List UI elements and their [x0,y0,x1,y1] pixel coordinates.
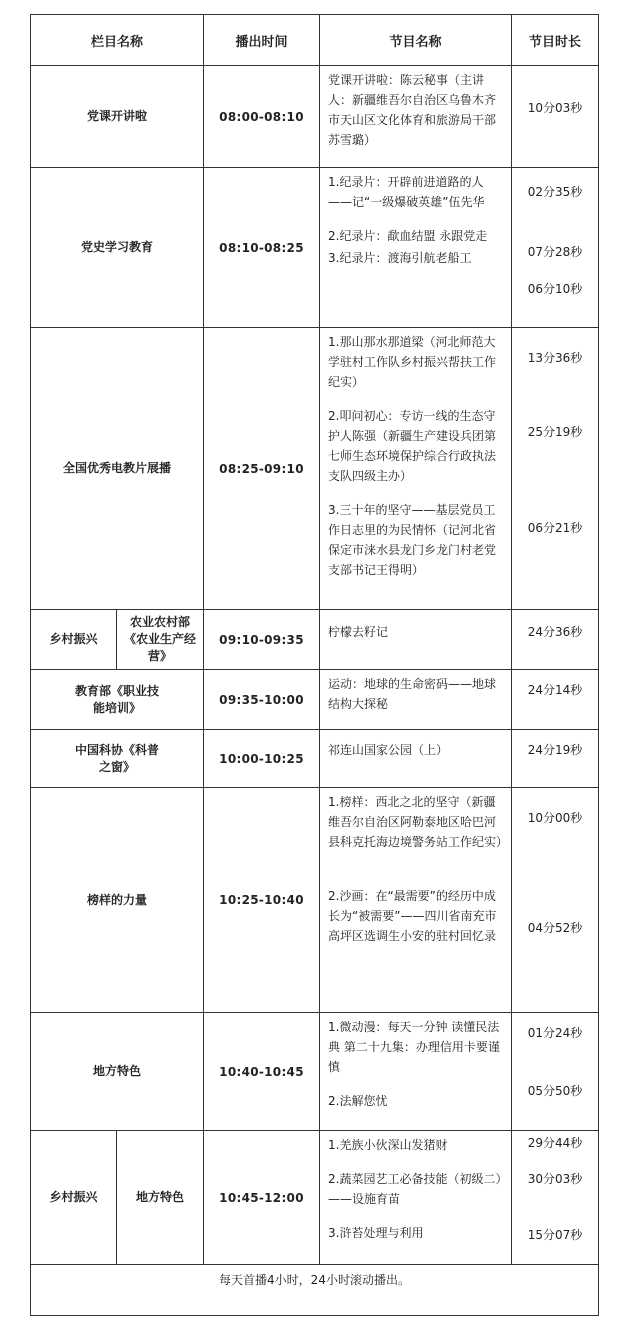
air-time: 10:25-10:40 [204,788,320,1013]
program-name: 3.三十年的坚守——基层党员工作日志里的为民情怀（记河北省保定市涞水县龙门乡龙门村老党支部书记王得明） [328,503,497,577]
duration-cell [512,610,599,670]
table-row [31,610,599,670]
air-time: 08:10-08:25 [204,168,320,328]
footer-row [31,1265,599,1316]
duration: 05分50秒 [527,1084,583,1098]
duration: 06分10秒 [527,282,583,296]
program-name: 党课开讲啦：陈云秘事（主讲人：新疆维吾尔自治区乌鲁木齐市天山区文化体育和旅游局干部苏雪璐） [328,73,497,147]
duration: 01分24秒 [527,1026,583,1040]
program-name: 1.纪录片：开辟前进道路的人——记“一级爆破英雄”伍先华 [328,175,485,209]
program-name: 1.微动漫：每天一分钟 读懂民法典 第二十九集：办理信用卡要谨慎 [328,1020,500,1074]
program-name: 3.纪录片：渡海引航老船工 [328,251,472,265]
section-name: 榜样的力量 [31,788,204,1013]
program-name: 祁连山国家公园（上） [328,743,449,757]
header-time: 播出时间 [204,15,320,66]
air-time: 08:00-08:10 [204,66,320,168]
duration-cell [512,1131,599,1265]
duration: 25分19秒 [527,425,583,439]
program-name: 1.那山那水那道梁（河北师范大学驻村工作队乡村振兴帮扶工作纪实） [328,335,497,389]
duration: 24分14秒 [527,683,583,697]
program-name: 运动：地球的生命密码——地球结构大探秘 [328,677,497,711]
program-cell [320,788,512,1013]
air-time: 09:10-09:35 [204,610,320,670]
program-cell [320,328,512,610]
table-row [31,328,599,610]
table-row [31,730,599,788]
section-name: 中国科协《科普之窗》 [31,730,204,788]
program-name: 2.叩问初心：专访一线的生态守护人陈强（新疆生产建设兵团第七师生态环境保护综合行政执法支队四级主办） [328,409,497,483]
header-section: 栏目名称 [31,15,204,66]
air-time: 10:00-10:25 [204,730,320,788]
table-row [31,670,599,730]
program-cell [320,730,512,788]
program-cell [320,168,512,328]
air-time: 09:35-10:00 [204,670,320,730]
duration: 24分36秒 [527,625,583,639]
air-time: 10:45-12:00 [204,1131,320,1265]
program-name: 1.羌族小伙深山发猪财 [328,1138,448,1152]
program-cell [320,670,512,730]
duration: 04分52秒 [527,921,583,935]
duration: 30分03秒 [527,1172,583,1186]
duration-cell [512,168,599,328]
sub-section-name: 农业农村部《农业生产经营》 [117,610,204,670]
air-time: 10:40-10:45 [204,1013,320,1131]
duration-cell [512,730,599,788]
program-name: 2.法解您忧 [328,1094,388,1108]
duration: 07分28秒 [527,245,583,259]
duration-cell [512,66,599,168]
program-name: 2.蔬菜园艺工必备技能（初级二）——设施育苗 [328,1172,502,1206]
program-name: 2.纪录片：歃血结盟 永跟党走 [328,229,488,243]
section-name: 党课开讲啦 [31,66,204,168]
table-row [31,168,599,328]
duration-cell [512,788,599,1013]
schedule-table [30,14,599,1316]
section-name: 地方特色 [31,1013,204,1131]
duration: 10分03秒 [527,101,583,115]
program-name: 1.榜样：西北之北的坚守（新疆维吾尔自治区阿勒泰地区哈巴河县科克托海边境警务站工作纪实） [328,795,509,849]
program-cell [320,1131,512,1265]
program-name: 柠檬去籽记 [328,625,389,639]
duration: 13分36秒 [527,351,583,365]
program-cell [320,66,512,168]
schedule-table-wrapper [30,14,599,1316]
duration-cell [512,328,599,610]
section-name: 全国优秀电教片展播 [31,328,204,610]
footer-note: 每天首播4小时，24小时滚动播出。 [31,1265,599,1316]
program-cell [320,610,512,670]
section-name: 教育部《职业技能培训》 [31,670,204,730]
air-time: 08:25-09:10 [204,328,320,610]
table-row [31,788,599,1013]
header-duration: 节目时长 [512,15,599,66]
duration-cell [512,1013,599,1131]
duration: 15分07秒 [527,1228,583,1242]
duration: 02分35秒 [527,185,583,199]
duration: 10分00秒 [527,811,583,825]
table-row [31,1131,599,1265]
header-row [31,15,599,66]
program-cell [320,1013,512,1131]
duration-cell [512,670,599,730]
section-name: 乡村振兴 [31,1131,117,1265]
program-name: 2.沙画：在“最需要”的经历中成长为“被需要”——四川省南充市高坪区选调生小安的驻村回忆录 [328,889,497,943]
section-name: 党史学习教育 [31,168,204,328]
program-name: 3.浒苔处理与利用 [328,1226,424,1240]
header-program: 节目名称 [320,15,512,66]
table-row [31,1013,599,1131]
duration: 29分44秒 [527,1136,583,1150]
table-row [31,66,599,168]
section-name: 乡村振兴 [31,610,117,670]
duration: 06分21秒 [527,521,583,535]
sub-section-name: 地方特色 [117,1131,204,1265]
duration: 24分19秒 [527,743,583,757]
